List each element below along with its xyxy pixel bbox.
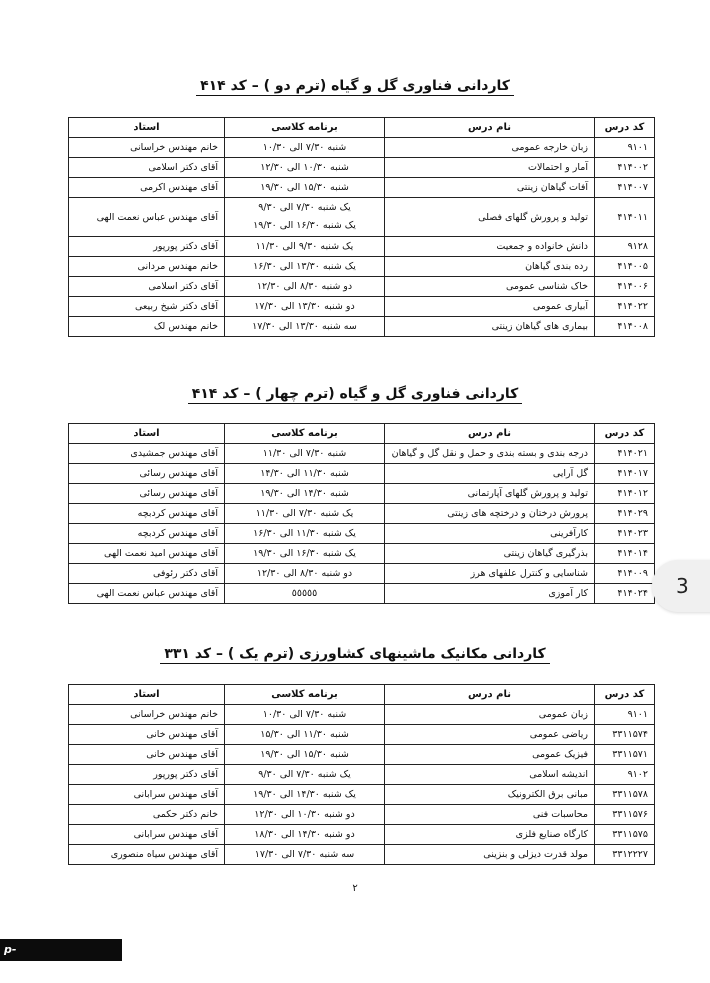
table-row (69, 524, 655, 544)
instructor-cell: آقای مهندس سیاه منصوری (69, 845, 225, 865)
course-name-cell: تولید و پرورش گلهای فصلی (385, 198, 595, 237)
instructor-cell: آقای دکتر اسلامی (69, 158, 225, 178)
course-name-cell: بذرگیری گیاهان زینتی (385, 544, 595, 564)
course-name-cell: اندیشه اسلامی (385, 765, 595, 785)
course-name-cell: فیزیک عمومی (385, 745, 595, 765)
instructor-cell: خانم مهندس خراسانی (69, 705, 225, 725)
table-row (69, 845, 655, 865)
schedule-slot: شنبه ۱۱/۳۰ الی ۱۵/۳۰ (260, 729, 349, 740)
schedule-slot: یک شنبه ۹/۳۰ الی ۱۱/۳۰ (255, 241, 354, 252)
schedule-slot: یک شنبه ۷/۳۰ الی ۱۱/۳۰ (255, 508, 354, 519)
table-row (69, 297, 655, 317)
course-name-cell: پرورش درختان و درختچه های زینتی (385, 504, 595, 524)
course-code-cell: ۴۱۴۰۱۲ (595, 484, 655, 504)
table-header-row (69, 118, 655, 138)
instructor-cell: آقای دکتر پورپور (69, 237, 225, 257)
instructor-cell: آقای مهندس سرابانی (69, 785, 225, 805)
schedule-slot: یک شنبه ۷/۳۰ الی ۹/۳۰ (258, 202, 351, 213)
header-time: برنامه کلاسی (225, 685, 385, 705)
class-schedule-cell (225, 198, 385, 237)
class-schedule-cell (225, 237, 385, 257)
schedule-slot: یک شنبه ۱۱/۳۰ الی ۱۶/۳۰ (253, 528, 356, 539)
class-schedule-cell (225, 805, 385, 825)
header-name: نام درس (385, 424, 595, 444)
table-row (69, 504, 655, 524)
instructor-cell: خانم مهندس مردانی (69, 257, 225, 277)
header-code: کد درس (595, 118, 655, 138)
page-indicator-label: 3 (676, 574, 689, 598)
table-row (69, 584, 655, 604)
course-code-cell: ۴۱۴۰۰۵ (595, 257, 655, 277)
header-prof: استاد (69, 118, 225, 138)
course-code-cell: ۴۱۴۰۱۷ (595, 464, 655, 484)
schedule-slot: دو شنبه ۸/۳۰ الی ۱۲/۳۰ (256, 281, 353, 292)
course-code-cell: ۴۱۴۰۰۷ (595, 178, 655, 198)
table-row (69, 705, 655, 725)
course-code-cell: ۳۳۱۱۵۷۴ (595, 725, 655, 745)
class-schedule-cell (225, 544, 385, 564)
course-name-cell: آمار و احتمالات (385, 158, 595, 178)
schedule-table-1 (68, 117, 655, 337)
header-time: برنامه کلاسی (225, 424, 385, 444)
class-schedule-cell (225, 705, 385, 725)
course-code-cell: ۴۱۴۰۰۲ (595, 158, 655, 178)
course-name-cell: آفات گیاهان زینتی (385, 178, 595, 198)
table-row (69, 464, 655, 484)
table-row (69, 198, 655, 237)
page-indicator-badge[interactable] (652, 560, 710, 612)
instructor-cell: آقای مهندس خانی (69, 725, 225, 745)
course-name-cell: آبیاری عمومی (385, 297, 595, 317)
course-code-cell: ۳۳۱۱۵۷۱ (595, 745, 655, 765)
instructor-cell: آقای دکتر رئوفی (69, 564, 225, 584)
instructor-cell: خانم مهندس لک (69, 317, 225, 337)
instructor-cell: آقای مهندس خانی (69, 745, 225, 765)
header-name: نام درس (385, 118, 595, 138)
schedule-slot: شنبه ۱۵/۳۰ الی ۱۹/۳۰ (260, 182, 349, 193)
class-schedule-cell (225, 138, 385, 158)
course-name-cell: شناسایی و کنترل علفهای هرز (385, 564, 595, 584)
table-row (69, 825, 655, 845)
instructor-cell: آقای دکتر اسلامی (69, 277, 225, 297)
table-row (69, 317, 655, 337)
course-code-cell: ۹۱۰۱ (595, 138, 655, 158)
course-code-cell: ۴۱۴۰۱۱ (595, 198, 655, 237)
schedule-slot: یک شنبه ۷/۳۰ الی ۹/۳۰ (258, 769, 351, 780)
course-code-cell: ۴۱۴۰۲۳ (595, 524, 655, 544)
course-code-cell: ۹۱۰۲ (595, 765, 655, 785)
table-row (69, 765, 655, 785)
course-code-cell: ۴۱۴۰۰۶ (595, 277, 655, 297)
course-name-cell: مبانی برق الکترونیک (385, 785, 595, 805)
course-code-cell: ۹۱۰۱ (595, 705, 655, 725)
class-schedule-cell (225, 257, 385, 277)
course-code-cell: ۳۳۱۲۲۲۷ (595, 845, 655, 865)
instructor-cell: آقای دکتر شیخ ربیعی (69, 297, 225, 317)
page-number: ۲ (352, 883, 358, 894)
course-name-cell: گل آرایی (385, 464, 595, 484)
header-time: برنامه کلاسی (225, 118, 385, 138)
instructor-cell: آقای مهندس کردبچه (69, 524, 225, 544)
class-schedule-cell (225, 524, 385, 544)
schedule-slot: یک شنبه ۱۴/۳۰ الی ۱۹/۳۰ (253, 789, 356, 800)
table-row (69, 564, 655, 584)
class-schedule-cell (225, 845, 385, 865)
course-name-cell: تولید و پرورش گلهای آپارتمانی (385, 484, 595, 504)
class-schedule-cell (225, 464, 385, 484)
course-code-cell: ۹۱۲۸ (595, 237, 655, 257)
header-prof: استاد (69, 424, 225, 444)
header-name: نام درس (385, 685, 595, 705)
class-schedule-cell (225, 484, 385, 504)
schedule-slot: شنبه ۱۱/۳۰ الی ۱۴/۳۰ (260, 468, 349, 479)
table-row (69, 544, 655, 564)
instructor-cell: آقای مهندس رسائی (69, 484, 225, 504)
table-row (69, 484, 655, 504)
header-prof: استاد (69, 685, 225, 705)
schedule-slot: یک شنبه ۱۶/۳۰ الی ۱۹/۳۰ (253, 548, 356, 559)
class-schedule-cell (225, 504, 385, 524)
table-row (69, 785, 655, 805)
schedule-slot: دو شنبه ۸/۳۰ الی ۱۲/۳۰ (256, 568, 353, 579)
section-2-title: کاردانی فناوری گل و گیاه (ترم چهار ) – کد ۴۱۴ (0, 386, 710, 402)
class-schedule-cell (225, 564, 385, 584)
table-row (69, 257, 655, 277)
table-row (69, 178, 655, 198)
schedule-slot: شنبه ۷/۳۰ الی ۱۰/۳۰ (262, 142, 347, 153)
course-code-cell: ۳۳۱۱۵۷۵ (595, 825, 655, 845)
instructor-cell: خانم مهندس خراسانی (69, 138, 225, 158)
table-row (69, 158, 655, 178)
table-row (69, 805, 655, 825)
schedule-slot: شنبه ۱۰/۳۰ الی ۱۲/۳۰ (260, 162, 349, 173)
course-name-cell: ریاضی عمومی (385, 725, 595, 745)
table-row (69, 138, 655, 158)
schedule-table-2 (68, 423, 655, 604)
instructor-cell: آقای مهندس کردبچه (69, 504, 225, 524)
course-code-cell: ۴۱۴۰۲۹ (595, 504, 655, 524)
course-name-cell: مولد قدرت دیزلی و بنزینی (385, 845, 595, 865)
instructor-cell: خانم دکتر حکمی (69, 805, 225, 825)
class-schedule-cell (225, 297, 385, 317)
course-name-cell: کارآفرینی (385, 524, 595, 544)
header-code: کد درس (595, 685, 655, 705)
course-code-cell: ۴۱۴۰۰۹ (595, 564, 655, 584)
site-watermark: p-pakdasht.nus.ac.ir (0, 939, 122, 961)
instructor-cell: آقای مهندس امید نعمت الهی (69, 544, 225, 564)
instructor-cell: آقای مهندس رسائی (69, 464, 225, 484)
header-code: کد درس (595, 424, 655, 444)
course-name-cell: رده بندی گیاهان (385, 257, 595, 277)
course-name-cell: محاسبات فنی (385, 805, 595, 825)
instructor-cell: آقای مهندس سرابانی (69, 825, 225, 845)
class-schedule-cell (225, 785, 385, 805)
course-name-cell: زبان خارجه عمومی (385, 138, 595, 158)
schedule-slot: شنبه ۱۴/۳۰ الی ۱۹/۳۰ (260, 488, 349, 499)
table-row (69, 444, 655, 464)
course-code-cell: ۴۱۴۰۲۴ (595, 584, 655, 604)
class-schedule-cell (225, 178, 385, 198)
class-schedule-cell (225, 825, 385, 845)
instructor-cell: آقای مهندس اکرمی (69, 178, 225, 198)
table-row (69, 277, 655, 297)
schedule-slot: ٥٥٥٥٥ (291, 588, 318, 599)
schedule-slot: یک شنبه ۱۳/۳۰ الی ۱۶/۳۰ (253, 261, 356, 272)
table-header-row (69, 424, 655, 444)
class-schedule-cell (225, 277, 385, 297)
course-code-cell: ۳۳۱۱۵۷۸ (595, 785, 655, 805)
course-code-cell: ۴۱۴۰۰۸ (595, 317, 655, 337)
table-row (69, 237, 655, 257)
class-schedule-cell (225, 745, 385, 765)
instructor-cell: آقای مهندس جمشیدی (69, 444, 225, 464)
course-name-cell: زبان عمومی (385, 705, 595, 725)
course-name-cell: کارگاه صنایع فلزی (385, 825, 595, 845)
class-schedule-cell (225, 725, 385, 745)
schedule-table-3 (68, 684, 655, 865)
section-3-title: کاردانی مکانیک ماشینهای کشاورزی (ترم یک ) – کد ۳۳۱ (0, 646, 710, 662)
course-code-cell: ۴۱۴۰۲۲ (595, 297, 655, 317)
course-name-cell: درجه بندی و بسته بندی و حمل و نقل گل و گیاهان (385, 444, 595, 464)
schedule-slot: سه شنبه ۱۳/۳۰ الی ۱۷/۳۰ (252, 321, 357, 332)
schedule-slot: دو شنبه ۱۰/۳۰ الی ۱۲/۳۰ (254, 809, 355, 820)
schedule-slot: شنبه ۷/۳۰ الی ۱۰/۳۰ (262, 709, 347, 720)
class-schedule-cell (225, 317, 385, 337)
schedule-slot: دو شنبه ۱۴/۳۰ الی ۱۸/۳۰ (254, 829, 355, 840)
table-row (69, 725, 655, 745)
schedule-slot: دو شنبه ۱۳/۳۰ الی ۱۷/۳۰ (254, 301, 355, 312)
course-name-cell: دانش خانواده و جمعیت (385, 237, 595, 257)
schedule-slot: شنبه ۱۵/۳۰ الی ۱۹/۳۰ (260, 749, 349, 760)
schedule-slot: یک شنبه ۱۶/۳۰ الی ۱۹/۳۰ (253, 220, 356, 231)
schedule-slot: شنبه ۷/۳۰ الی ۱۱/۳۰ (262, 448, 347, 459)
table-header-row (69, 685, 655, 705)
class-schedule-cell (225, 158, 385, 178)
course-name-cell: خاک شناسی عمومی (385, 277, 595, 297)
course-name-cell: بیماری های گیاهان زینتی (385, 317, 595, 337)
class-schedule-cell (225, 444, 385, 464)
course-code-cell: ۴۱۴۰۱۴ (595, 544, 655, 564)
course-code-cell: ۳۳۱۱۵۷۶ (595, 805, 655, 825)
schedule-slot: سه شنبه ۷/۳۰ الی ۱۷/۳۰ (254, 849, 355, 860)
class-schedule-cell (225, 765, 385, 785)
class-schedule-cell (225, 584, 385, 604)
course-name-cell: کار آموزی (385, 584, 595, 604)
course-code-cell: ۴۱۴۰۲۱ (595, 444, 655, 464)
instructor-cell: آقای مهندس عباس نعمت الهی (69, 198, 225, 237)
section-1-title: کاردانی فناوری گل و گیاه (ترم دو ) – کد ۴۱۴ (0, 78, 710, 94)
instructor-cell: آقای مهندس عباس نعمت الهی (69, 584, 225, 604)
instructor-cell: آقای دکتر پورپور (69, 765, 225, 785)
table-row (69, 745, 655, 765)
